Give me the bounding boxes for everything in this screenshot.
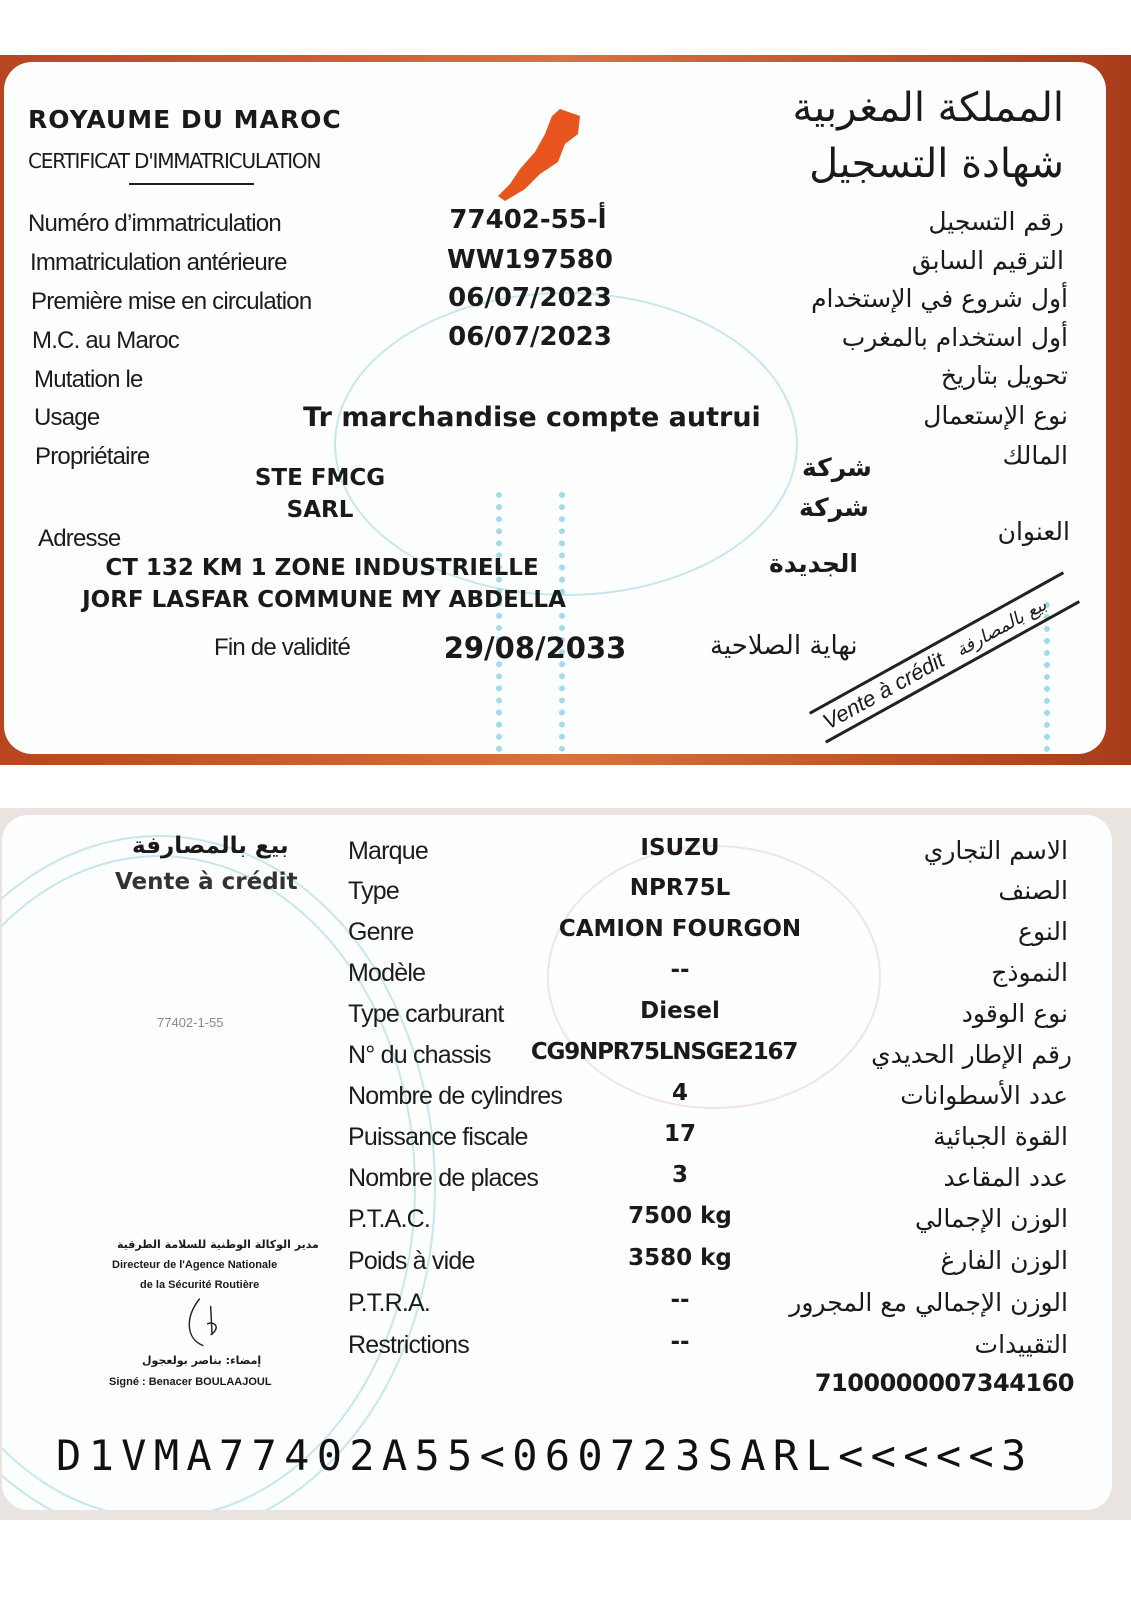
back-label-ar-10: الوزن الفارغ: [940, 1246, 1068, 1275]
back-label-ar-3: النموذج: [991, 958, 1068, 987]
address-city-ar: الجديدة: [769, 549, 859, 578]
back-label-ar-6: عدد الأسطوانات: [900, 1081, 1068, 1110]
back-value-3: --: [670, 957, 690, 983]
label-usage: Usage: [34, 404, 100, 431]
guilloche-pattern: [559, 492, 565, 752]
value-registration-number: 77402-أ-55: [449, 205, 607, 235]
back-label-5: N° du chassis: [348, 1041, 491, 1069]
guilloche-pattern: [496, 492, 502, 752]
back-label-ar-0: الاسم التجاري: [923, 836, 1068, 865]
machine-readable-zone: D1VMA77402A55<060723SARL<<<<<3: [56, 1431, 1034, 1480]
label-mc-morocco-ar: أول استخدام بالمغرب: [841, 323, 1068, 352]
value-mc-morocco: 06/07/2023: [448, 322, 612, 352]
value-previous-registration: WW197580: [447, 245, 613, 275]
signatory-title-ar: مدير الوكالة الوطنية للسلامة الطرقية: [117, 1238, 319, 1251]
back-label-7: Puissance fiscale: [348, 1123, 528, 1151]
back-value-9: 7500 kg: [628, 1203, 732, 1229]
serial-number: 7100000007344160: [814, 1369, 1074, 1397]
document-title-fr: CERTIFICAT D'IMMATRICULATION: [28, 149, 321, 173]
registration-card-front: [4, 62, 1106, 754]
back-label-9: P.T.A.C.: [348, 1205, 431, 1233]
label-mc-morocco: M.C. au Maroc: [32, 327, 179, 354]
owner-name-ar-line1: شركة: [802, 453, 872, 482]
label-address: Adresse: [38, 525, 121, 552]
back-label-ar-12: التقييدات: [974, 1330, 1068, 1359]
label-validity-end: Fin de validité: [214, 634, 351, 661]
address-line2: JORF LASFAR COMMUNE MY ABDELLA: [82, 587, 566, 613]
back-value-4: Diesel: [640, 998, 720, 1024]
signatory-title-fr-line1: Directeur de l'Agence Nationale: [112, 1259, 278, 1271]
owner-name-line2: SARL: [286, 497, 354, 523]
back-label-10: Poids à vide: [348, 1247, 475, 1275]
back-value-2: CAMION FOURGON: [558, 916, 802, 942]
address-line1: CT 132 KM 1 ZONE INDUSTRIELLE: [105, 555, 539, 581]
credit-sale-stamp-ar: بيع بالمصارفة: [952, 594, 1051, 662]
label-usage-ar: نوع الإستعمال: [923, 401, 1068, 430]
back-label-ar-9: الوزن الإجمالي: [914, 1204, 1068, 1233]
back-value-1: NPR75L: [629, 875, 731, 901]
back-label-4: Type carburant: [348, 1000, 504, 1028]
value-validity-end: 29/08/2033: [443, 631, 627, 665]
back-label-ar-11: الوزن الإجمالي مع المجرور: [789, 1288, 1068, 1317]
back-label-ar-5: رقم الإطار الحديدي: [871, 1040, 1072, 1069]
morocco-map-icon: [490, 104, 590, 204]
value-first-circulation: 06/07/2023: [448, 283, 612, 313]
guilloche-pattern: [1044, 602, 1050, 752]
back-label-ar-7: القوة الجبائية: [933, 1122, 1068, 1151]
back-value-5: CG9NPR75LNSGE2167: [530, 1039, 798, 1065]
back-label-8: Nombre de places: [348, 1164, 539, 1192]
back-value-8: 3: [671, 1162, 689, 1188]
credit-sale-stamp-fr: Vente à crédit: [818, 647, 949, 735]
document-title-ar: شهادة التسجيل: [809, 141, 1064, 187]
back-value-12: --: [670, 1329, 690, 1355]
back-value-11: --: [670, 1287, 690, 1313]
back-label-ar-4: نوع الوقود: [961, 999, 1068, 1028]
back-label-ar-2: النوع: [1018, 917, 1068, 946]
watermark-plate: 77402-1-55: [157, 1015, 224, 1030]
back-label-11: P.T.R.A.: [348, 1289, 431, 1317]
label-validity-end-ar: نهاية الصلاحية: [710, 631, 858, 661]
credit-sale-ar: بيع بالمصارفة: [132, 833, 289, 859]
back-value-7: 17: [663, 1121, 697, 1147]
value-usage: Tr marchandise compte autrui: [303, 402, 761, 433]
back-value-10: 3580 kg: [628, 1245, 732, 1271]
signature: [172, 1295, 242, 1353]
back-label-6: Nombre de cylindres: [348, 1082, 563, 1110]
label-owner-ar: المالك: [1002, 441, 1068, 470]
signed-name-ar: إمضاء: بناصر بولعجول: [142, 1354, 262, 1367]
owner-name-line1: STE FMCG: [254, 465, 386, 491]
registration-card-back: [2, 815, 1112, 1510]
credit-sale-fr: Vente à crédit: [115, 869, 298, 895]
back-label-ar-1: الصنف: [998, 876, 1068, 905]
back-label-3: Modèle: [348, 959, 426, 987]
country-name-fr: ROYAUME DU MAROC: [28, 105, 342, 134]
label-address-ar: العنوان: [997, 517, 1070, 546]
signatory-title-fr-line2: de la Sécurité Routière: [140, 1279, 260, 1291]
label-registration-number: Numéro d’immatriculation: [28, 210, 281, 237]
back-label-1: Type: [348, 877, 399, 905]
back-value-6: 4: [671, 1080, 689, 1106]
label-owner: Propriétaire: [35, 443, 150, 470]
country-name-ar: المملكة المغربية: [792, 85, 1064, 131]
label-first-circulation: Première mise en circulation: [31, 288, 312, 315]
back-label-ar-8: عدد المقاعد: [943, 1163, 1068, 1192]
label-mutation-ar: تحويل بتاريخ: [940, 361, 1068, 390]
label-mutation: Mutation le: [34, 366, 143, 393]
signed-name-fr: Signé : Benacer BOULAAJOUL: [109, 1376, 272, 1388]
back-label-0: Marque: [348, 837, 428, 865]
back-label-12: Restrictions: [348, 1331, 469, 1359]
label-first-circulation-ar: أول شروع في الإستخدام: [811, 284, 1068, 313]
label-previous-registration: Immatriculation antérieure: [30, 249, 287, 276]
title-underline: [129, 183, 254, 185]
label-registration-number-ar: رقم التسجيل: [928, 207, 1064, 236]
label-previous-registration-ar: الترقيم السابق: [911, 246, 1064, 275]
back-value-0: ISUZU: [640, 835, 720, 861]
back-label-2: Genre: [348, 918, 414, 946]
owner-name-ar-line2: شركة: [799, 493, 869, 522]
